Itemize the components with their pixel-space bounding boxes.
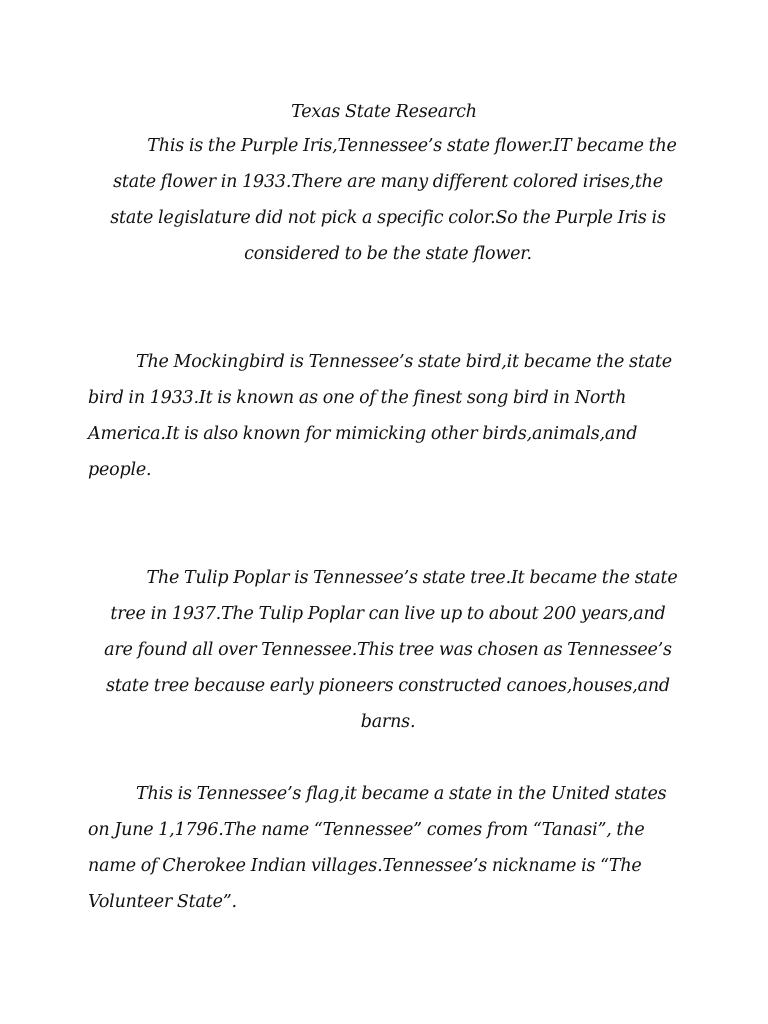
paragraph-state-flag: This is Tennessee’s flag,it became a state in the United states on June 1,1796.The name “Tennessee” comes from “Tanasi”, the name of Cherokee Indian villages.Tennessee’s nickname is “The Volunteer State”.: [88, 784, 667, 912]
paragraph-state-flower: This is the Purple Iris,Tennessee’s state flower.IT became the state flower in 1933.There are many different colored irises,the state legislature did not pick a specific color.So the Purple Iris is considered to be the state flower.: [110, 136, 677, 264]
paragraph-state-bird: The Mockingbird is Tennessee’s state bird,it became the state bird in 1933.It is known as one of the finest song bird in North America.It is also known for mimicking other birds,animals,and people.: [88, 352, 672, 480]
document-title: Texas State Research: [291, 102, 477, 122]
paragraph-state-tree: The Tulip Poplar is Tennessee’s state tree.It became the state tree in 1937.The Tulip Poplar can live up to about 200 years,and are found all over Tennessee.This tree was chosen as Tennessee’s state tree because early pioneers constructed canoes,houses,and barns.: [104, 568, 678, 732]
